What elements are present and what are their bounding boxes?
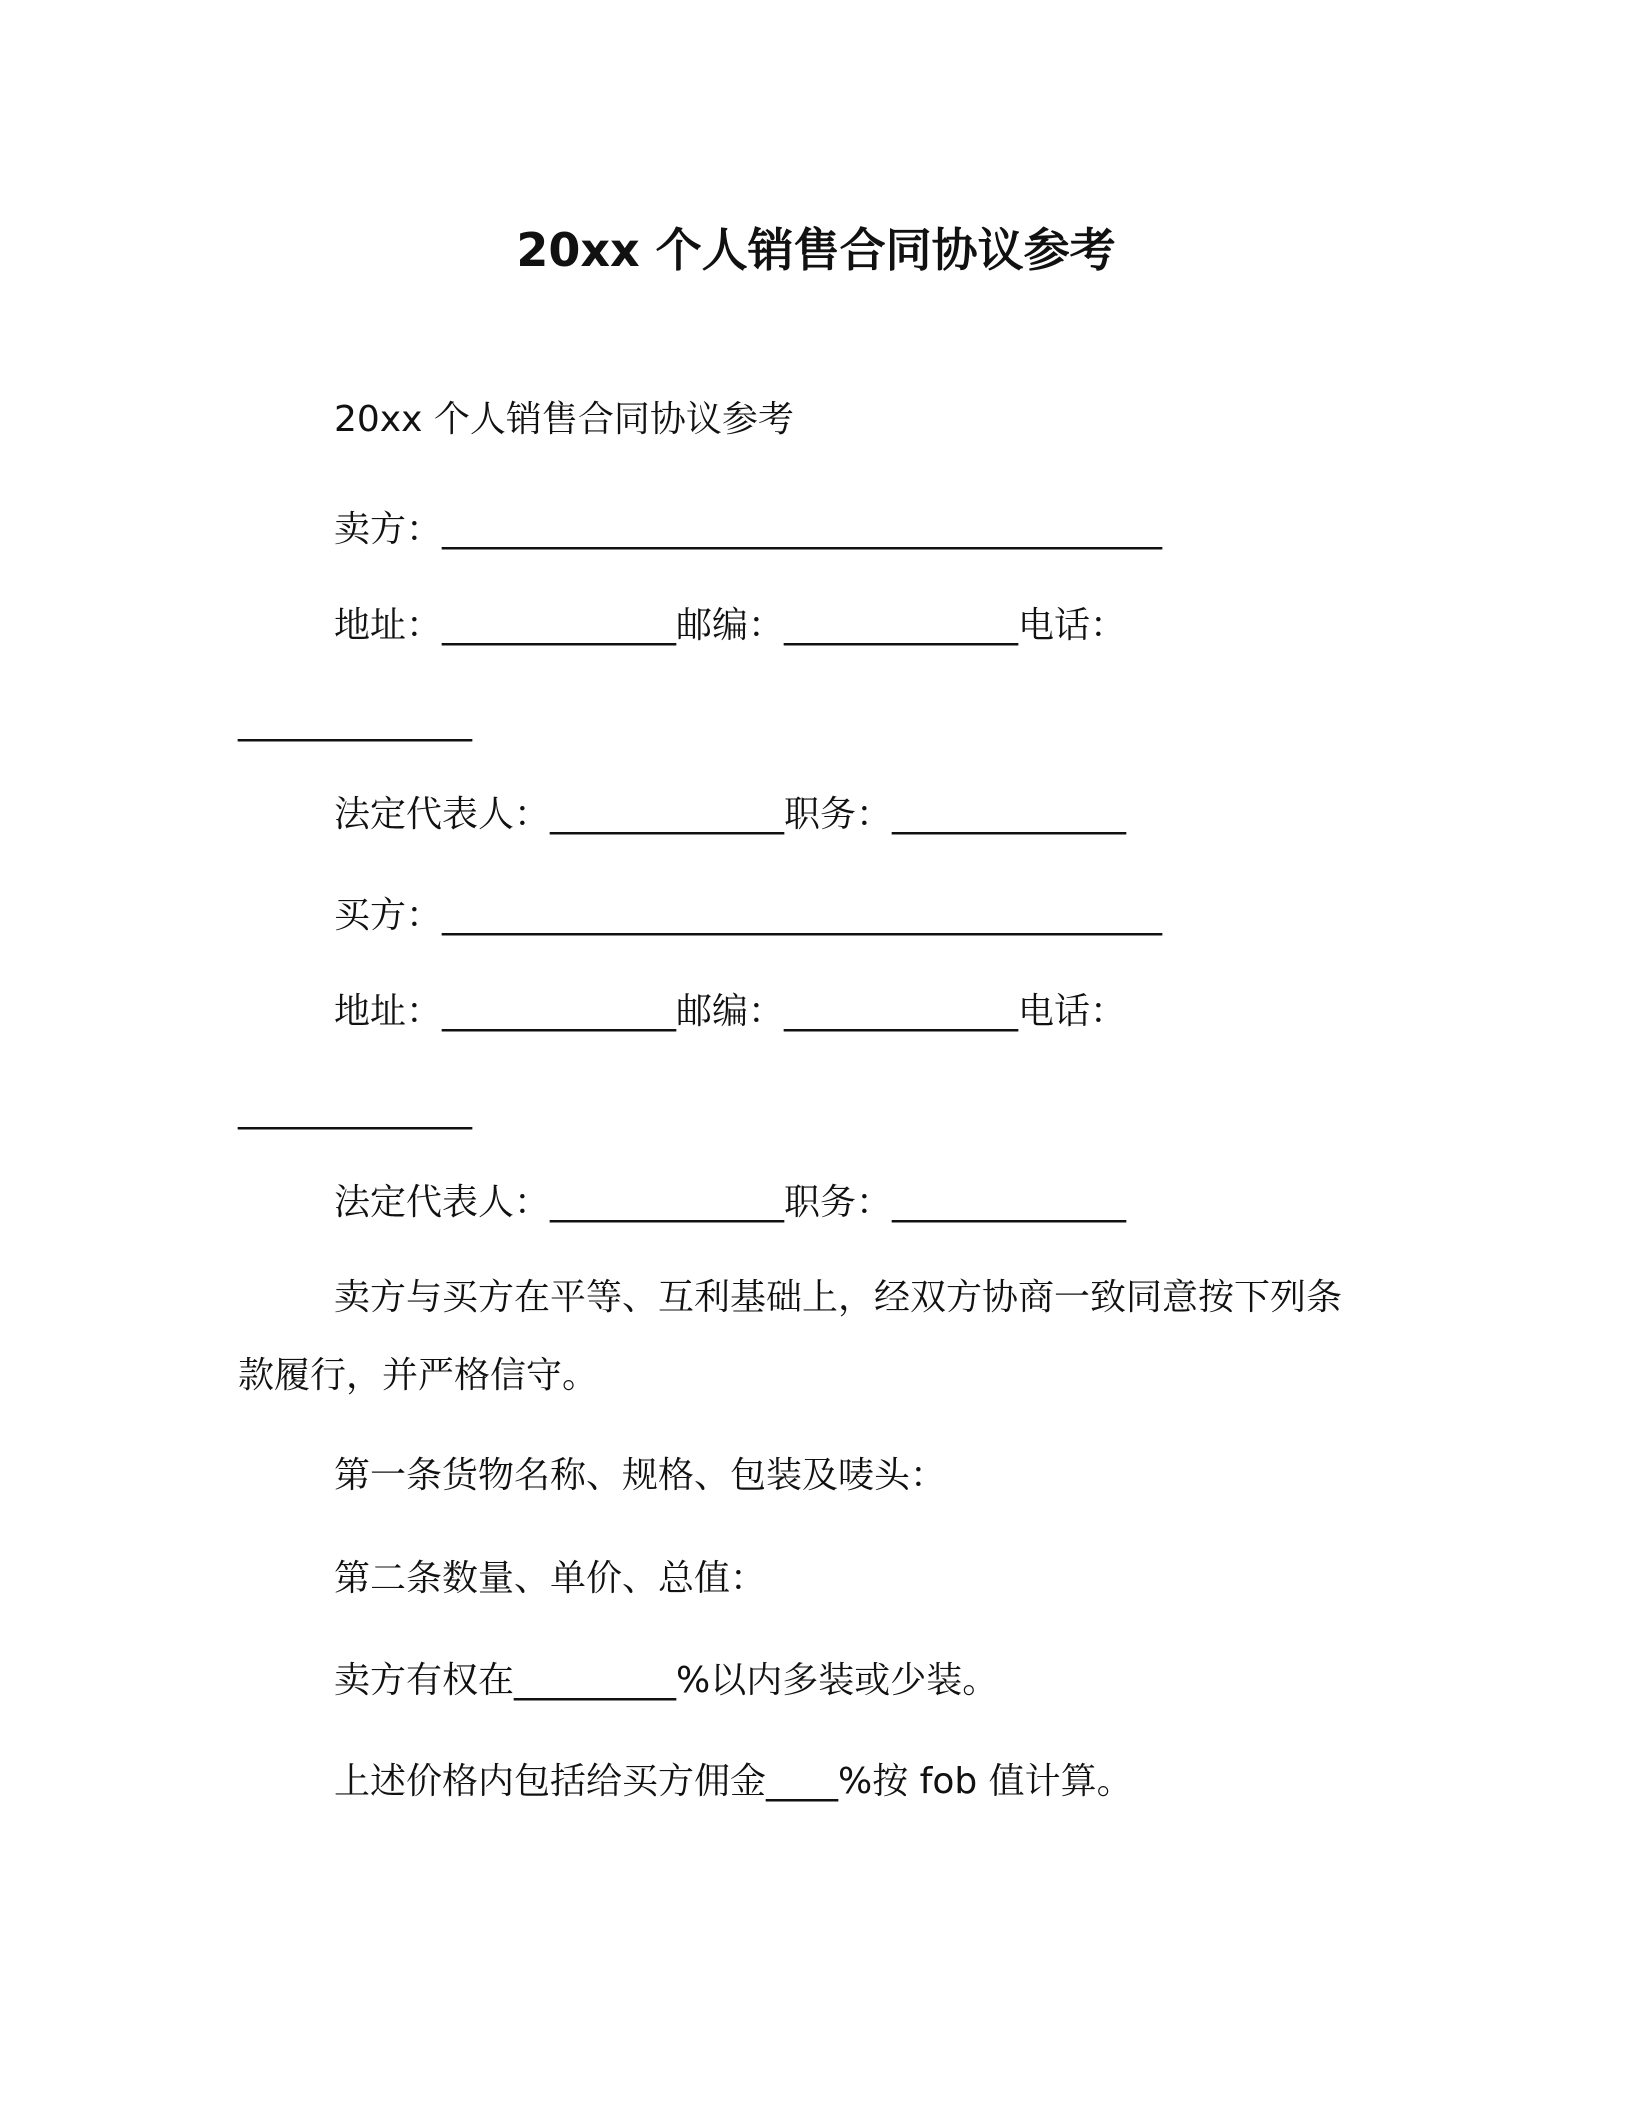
article-one-heading: 第一条货物名称、规格、包装及唛头： xyxy=(334,1455,947,1496)
seller-phone-continuation: _____________ xyxy=(238,701,472,742)
commission-line: 上述价格内包括给买方佣金____%按 fob 值计算。 xyxy=(334,1761,1133,1802)
agreement-paragraph-line-2: 款履行，并严格信守。 xyxy=(238,1355,599,1396)
seller-line: 卖方：________________________________________ xyxy=(334,509,1163,550)
quantity-tolerance-line: 卖方有权在_________%以内多装或少装。 xyxy=(334,1660,999,1701)
agreement-paragraph-line-1: 卖方与买方在平等、互利基础上，经双方协商一致同意按下列条 xyxy=(334,1277,1343,1318)
seller-address-line: 地址：_____________邮编：_____________电话： xyxy=(334,605,1127,646)
buyer-line: 买方：________________________________________ xyxy=(334,895,1163,936)
buyer-address-line: 地址：_____________邮编：_____________电话： xyxy=(334,991,1127,1032)
buyer-representative-line: 法定代表人：_____________职务：_____________ xyxy=(334,1182,1127,1223)
seller-representative-line: 法定代表人：_____________职务：_____________ xyxy=(334,794,1127,835)
document-title: 20xx 个人销售合同协议参考 xyxy=(516,223,1116,277)
subtitle-line: 20xx 个人销售合同协议参考 xyxy=(334,399,794,440)
article-two-heading: 第二条数量、单价、总值： xyxy=(334,1558,767,1599)
buyer-phone-continuation: _____________ xyxy=(238,1089,472,1130)
